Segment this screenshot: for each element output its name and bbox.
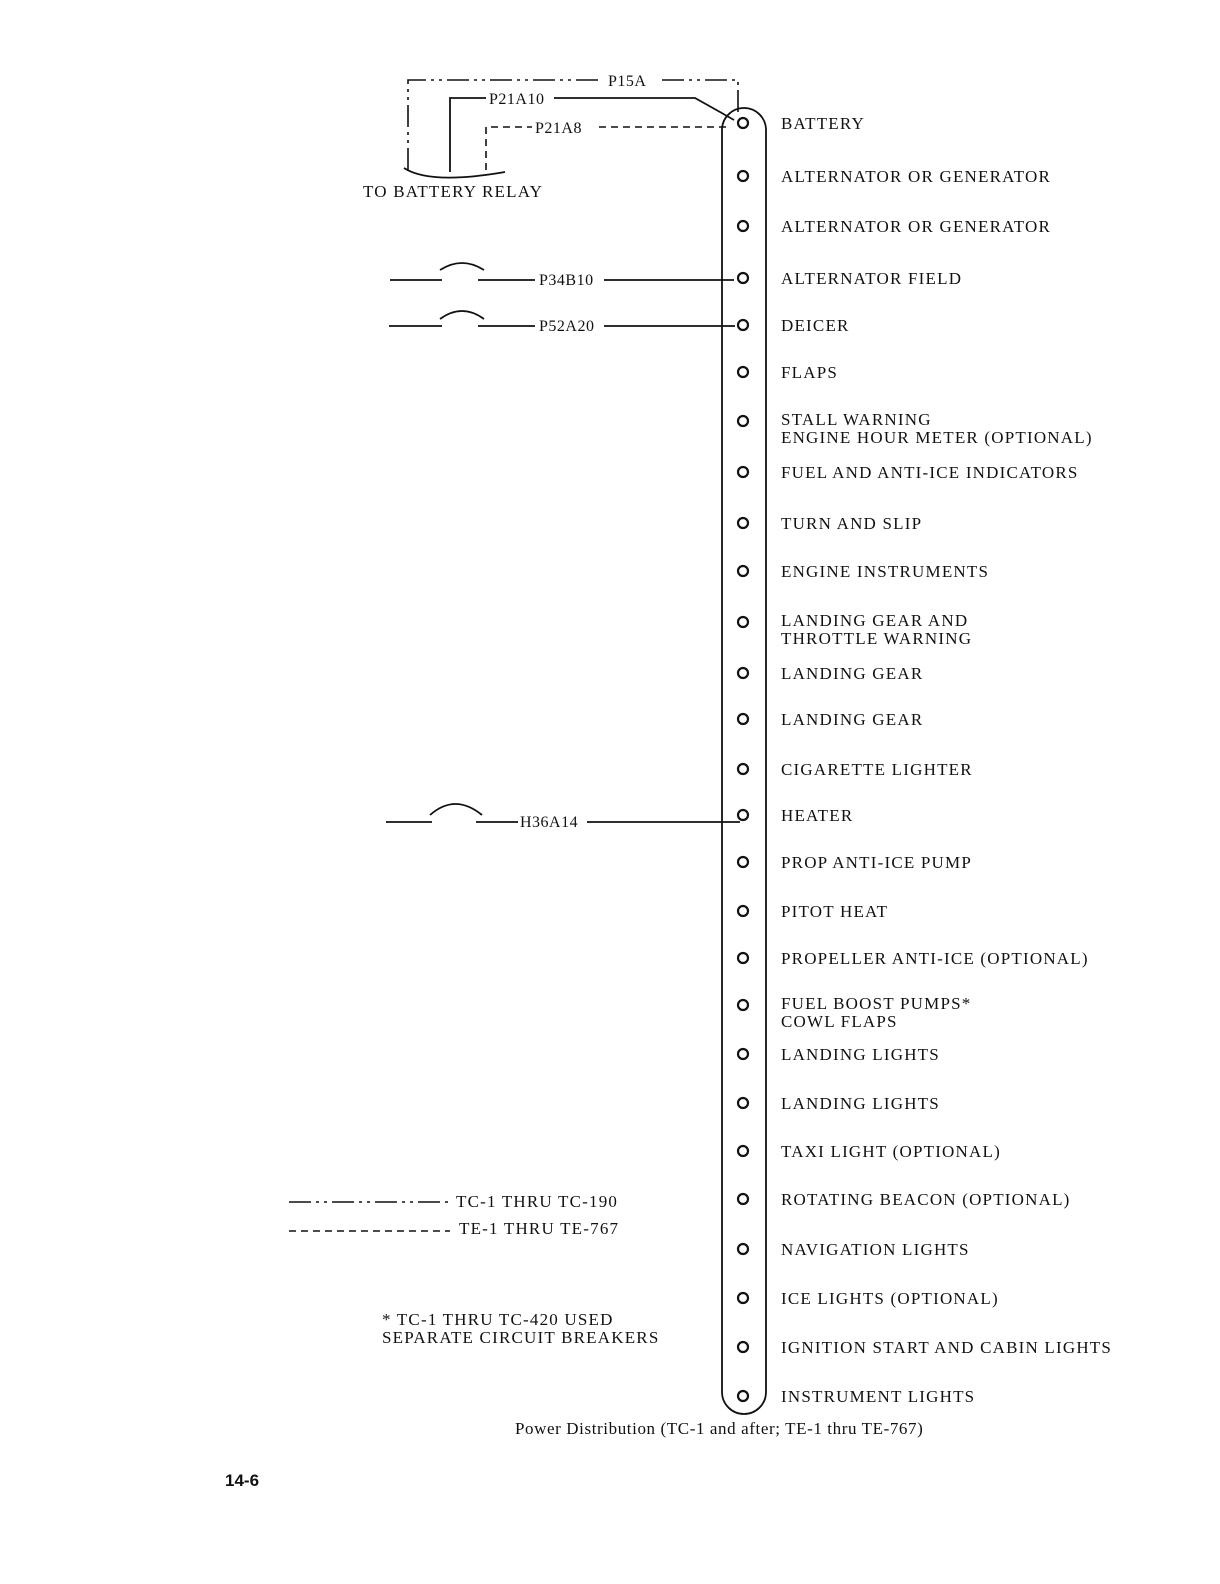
breaker-label: FLAPS — [781, 363, 839, 382]
breaker-label: ICE LIGHTS (OPTIONAL) — [781, 1289, 999, 1308]
breaker-terminal — [738, 273, 748, 283]
breaker-terminal — [738, 118, 748, 128]
line-style-legend — [289, 1192, 619, 1238]
bus-bar — [722, 108, 766, 1414]
breaker-terminal — [738, 467, 748, 477]
breaker-terminal — [738, 906, 748, 916]
breaker-label: NAVIGATION LIGHTS — [781, 1240, 970, 1259]
wire-label-p52a20: P52A20 — [539, 318, 595, 335]
legend-dashed-label: TE-1 THRU TE-767 — [459, 1219, 620, 1238]
breaker-terminal — [738, 1146, 748, 1156]
wire-label-h36a14: H36A14 — [520, 814, 579, 831]
breaker-label: BATTERY — [781, 114, 865, 133]
breaker-terminal — [738, 857, 748, 867]
breaker-terminal — [738, 1098, 748, 1108]
breaker-label: DEICER — [781, 316, 850, 335]
breaker-terminal — [738, 953, 748, 963]
footnote — [382, 1310, 660, 1347]
battery-connections — [363, 70, 738, 201]
breaker-label: LANDING GEAR — [781, 710, 924, 729]
wire-label-p21a8: P21A8 — [535, 120, 582, 137]
breaker-terminal — [738, 617, 748, 627]
breaker-terminal — [738, 1244, 748, 1254]
wire-label-p15a: P15A — [608, 73, 647, 90]
breaker-terminal — [738, 320, 748, 330]
breaker-label: LANDING LIGHTS — [781, 1045, 940, 1064]
breaker-label: ENGINE INSTRUMENTS — [781, 562, 990, 581]
breaker-label: LANDING LIGHTS — [781, 1094, 940, 1113]
breaker-label: PITOT HEAT — [781, 902, 889, 921]
wire-label-p34b10: P34B10 — [539, 272, 594, 289]
breaker-label: INSTRUMENT LIGHTS — [781, 1387, 976, 1406]
breaker-label: LANDING GEAR — [781, 664, 924, 683]
battery-relay-label: TO BATTERY RELAY — [363, 182, 544, 201]
breaker-terminal — [738, 1000, 748, 1010]
breaker-terminal — [738, 518, 748, 528]
circuit-breaker-list — [738, 114, 1112, 1406]
breaker-terminal — [738, 764, 748, 774]
breaker-terminal — [738, 1194, 748, 1204]
deicer-feed — [389, 311, 735, 335]
breaker-terminal — [738, 1293, 748, 1303]
breaker-label-line-2: ENGINE HOUR METER (OPTIONAL) — [781, 428, 1093, 447]
breaker-terminal — [738, 810, 748, 820]
breaker-label: LANDING GEAR AND — [781, 611, 969, 630]
breaker-terminal — [738, 416, 748, 426]
breaker-label: ALTERNATOR FIELD — [781, 269, 963, 288]
breaker-label: IGNITION START AND CABIN LIGHTS — [781, 1338, 1113, 1357]
breaker-label: FUEL BOOST PUMPS* — [781, 994, 972, 1013]
legend-dashdot-label: TC-1 THRU TC-190 — [456, 1192, 619, 1211]
breaker-label: PROP ANTI-ICE PUMP — [781, 853, 973, 872]
wire-label-p21a10: P21A10 — [489, 91, 545, 108]
heater-feed — [386, 804, 740, 831]
breaker-label: TAXI LIGHT (OPTIONAL) — [781, 1142, 1001, 1161]
breaker-terminal — [738, 221, 748, 231]
diagram-caption: Power Distribution (TC-1 and after; TE-1 thru TE-767) — [515, 1419, 924, 1438]
breaker-label: ALTERNATOR OR GENERATOR — [781, 167, 1052, 186]
footnote-line-2: SEPARATE CIRCUIT BREAKERS — [382, 1328, 660, 1347]
alternator-field-feed — [390, 263, 734, 289]
breaker-label-line-2: COWL FLAPS — [781, 1012, 898, 1031]
breaker-label: STALL WARNING — [781, 410, 932, 429]
breaker-label: ROTATING BEACON (OPTIONAL) — [781, 1190, 1071, 1209]
footnote-line-1: * TC-1 THRU TC-420 USED — [382, 1310, 614, 1329]
breaker-terminal — [738, 1342, 748, 1352]
breaker-label: FUEL AND ANTI-ICE INDICATORS — [781, 463, 1079, 482]
breaker-terminal — [738, 1391, 748, 1401]
breaker-label: ALTERNATOR OR GENERATOR — [781, 217, 1052, 236]
page-number: 14-6 — [225, 1471, 260, 1490]
breaker-terminal — [738, 1049, 748, 1059]
breaker-terminal — [738, 171, 748, 181]
breaker-terminal — [738, 714, 748, 724]
breaker-terminal — [738, 367, 748, 377]
breaker-label: PROPELLER ANTI-ICE (OPTIONAL) — [781, 949, 1089, 968]
breaker-label: HEATER — [781, 806, 854, 825]
breaker-terminal — [738, 566, 748, 576]
breaker-label-line-2: THROTTLE WARNING — [781, 629, 973, 648]
breaker-terminal — [738, 668, 748, 678]
breaker-label: TURN AND SLIP — [781, 514, 923, 533]
breaker-label: CIGARETTE LIGHTER — [781, 760, 973, 779]
